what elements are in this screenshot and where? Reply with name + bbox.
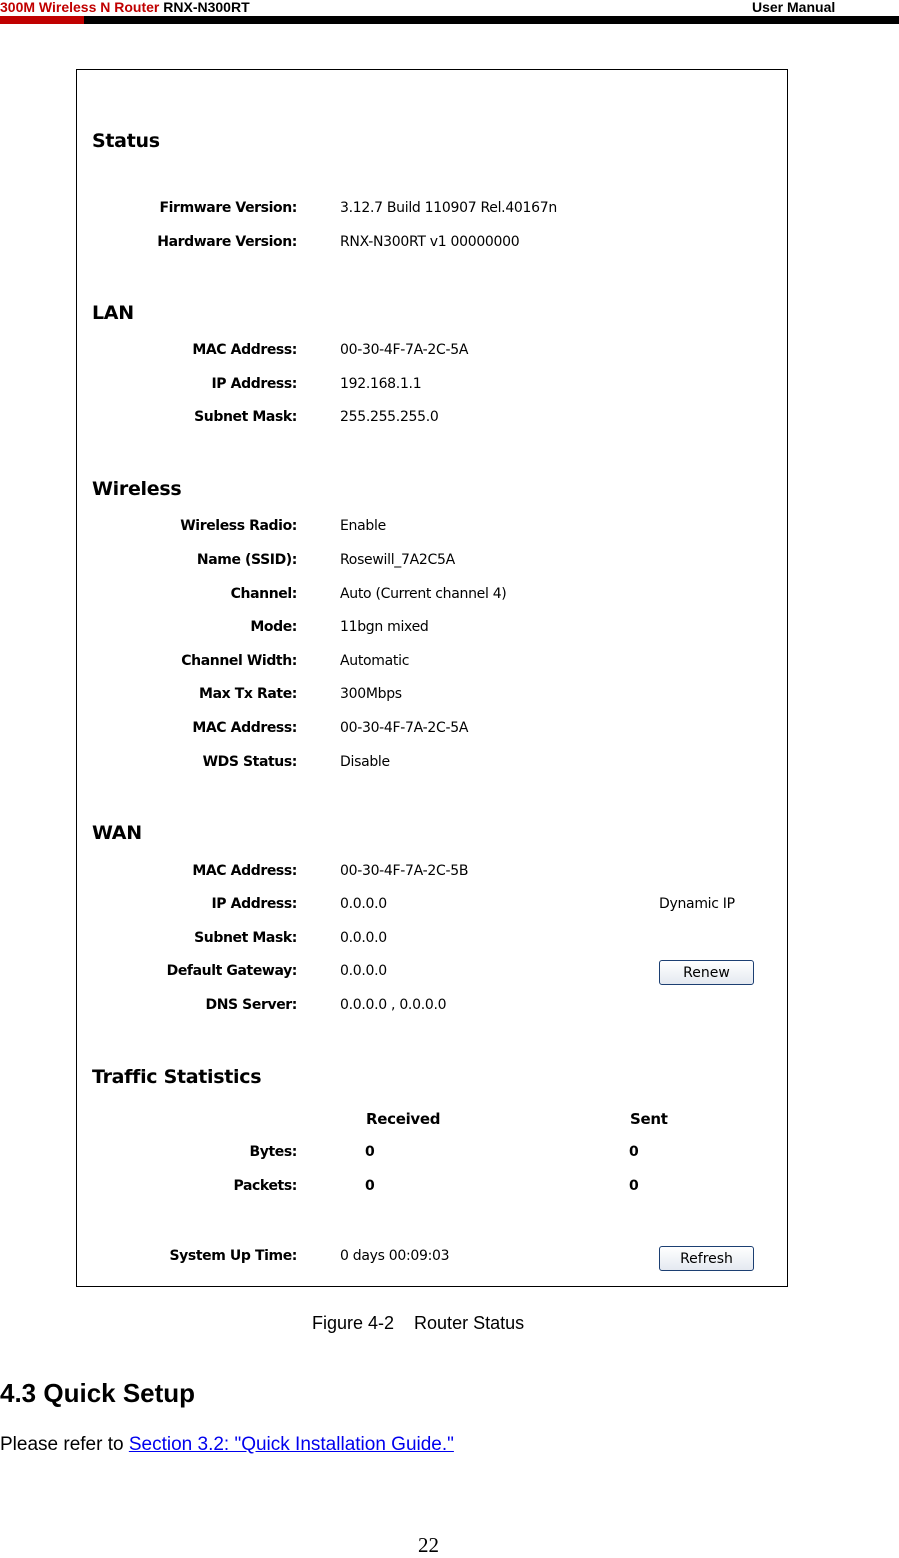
wireless-radio-label: Wireless Radio: (180, 518, 297, 534)
ssid-label: Name (SSID): (196, 552, 297, 568)
wan-mac-label: MAC Address: (192, 863, 297, 879)
channel-label: Channel: (230, 586, 297, 602)
traffic-col-sent: Sent (630, 1110, 668, 1128)
section-title-status: Status (92, 130, 160, 152)
wds-status-label: WDS Status: (202, 754, 297, 770)
wan-connection-type: Dynamic IP (659, 896, 735, 912)
dns-value: 0.0.0.0 , 0.0.0.0 (340, 997, 447, 1013)
firmware-label: Firmware Version: (159, 200, 297, 216)
page-number: 22 (418, 1533, 439, 1557)
figure-caption-text: Figure 4-2 Router Status (312, 1313, 525, 1333)
firmware-value: 3.12.7 Build 110907 Rel.40167n (340, 200, 557, 216)
mode-label: Mode: (250, 619, 297, 635)
packets-received: 0 (365, 1178, 375, 1194)
wireless-radio-value: Enable (340, 518, 386, 534)
section-heading: 4.3 Quick Setup (0, 1378, 196, 1408)
packets-sent: 0 (629, 1178, 639, 1194)
mode-value: 11bgn mixed (340, 619, 429, 635)
wan-ip-label: IP Address: (211, 896, 297, 912)
bytes-label: Bytes: (249, 1144, 297, 1160)
header-rule (0, 16, 899, 24)
bytes-received: 0 (365, 1144, 375, 1160)
bytes-sent: 0 (629, 1144, 639, 1160)
doc-header-title (0, 0, 250, 15)
wan-mask-label: Subnet Mask: (194, 930, 297, 946)
section-title-traffic: Traffic Statistics (92, 1066, 262, 1088)
wan-mac-value: 00-30-4F-7A-2C-5B (340, 863, 469, 879)
router-status-panel (76, 69, 788, 1287)
section-title-lan: LAN (92, 302, 134, 324)
section-title-wireless: Wireless (92, 478, 182, 500)
refresh-button[interactable]: Refresh (659, 1246, 754, 1271)
product-prefix: 300M Wireless N Router (0, 0, 160, 15)
wan-ip-value: 0.0.0.0 (340, 896, 387, 912)
lan-mac-label: MAC Address: (192, 342, 297, 358)
channel-value: Auto (Current channel 4) (340, 586, 507, 602)
body-paragraph (0, 1434, 454, 1456)
product-model: RNX-N300RT (163, 0, 250, 15)
uptime-value: 0 days 00:09:03 (340, 1248, 450, 1264)
doc-header-manual: User Manual (752, 0, 836, 15)
wds-status-value: Disable (340, 754, 390, 770)
hardware-value: RNX-N300RT v1 00000000 (340, 234, 520, 250)
gateway-value: 0.0.0.0 (340, 963, 387, 979)
gateway-label: Default Gateway: (166, 963, 297, 979)
max-tx-rate-label: Max Tx Rate: (199, 686, 297, 702)
max-tx-rate-value: 300Mbps (340, 686, 402, 702)
figure-caption (312, 1313, 524, 1334)
uptime-label: System Up Time: (169, 1248, 297, 1264)
section-title-wan: WAN (92, 822, 142, 844)
lan-mask-value: 255.255.255.0 (340, 409, 439, 425)
wireless-mac-value: 00-30-4F-7A-2C-5A (340, 720, 469, 736)
traffic-col-received: Received (366, 1110, 441, 1128)
wireless-mac-label: MAC Address: (192, 720, 297, 736)
ssid-value: Rosewill_7A2C5A (340, 552, 455, 568)
quick-installation-guide-link[interactable]: Section 3.2: "Quick Installation Guide." (128, 1434, 454, 1455)
lan-mask-label: Subnet Mask: (194, 409, 297, 425)
lan-mac-value: 00-30-4F-7A-2C-5A (340, 342, 469, 358)
paragraph-prefix: Please refer to (0, 1434, 129, 1455)
wan-mask-value: 0.0.0.0 (340, 930, 387, 946)
channel-width-label: Channel Width: (181, 653, 297, 669)
dns-label: DNS Server: (205, 997, 297, 1013)
lan-ip-value: 192.168.1.1 (340, 376, 422, 392)
lan-ip-label: IP Address: (211, 376, 297, 392)
packets-label: Packets: (233, 1178, 297, 1194)
channel-width-value: Automatic (340, 653, 410, 669)
header-rule-accent (0, 16, 84, 24)
renew-button[interactable]: Renew (659, 960, 754, 985)
hardware-label: Hardware Version: (157, 234, 297, 250)
